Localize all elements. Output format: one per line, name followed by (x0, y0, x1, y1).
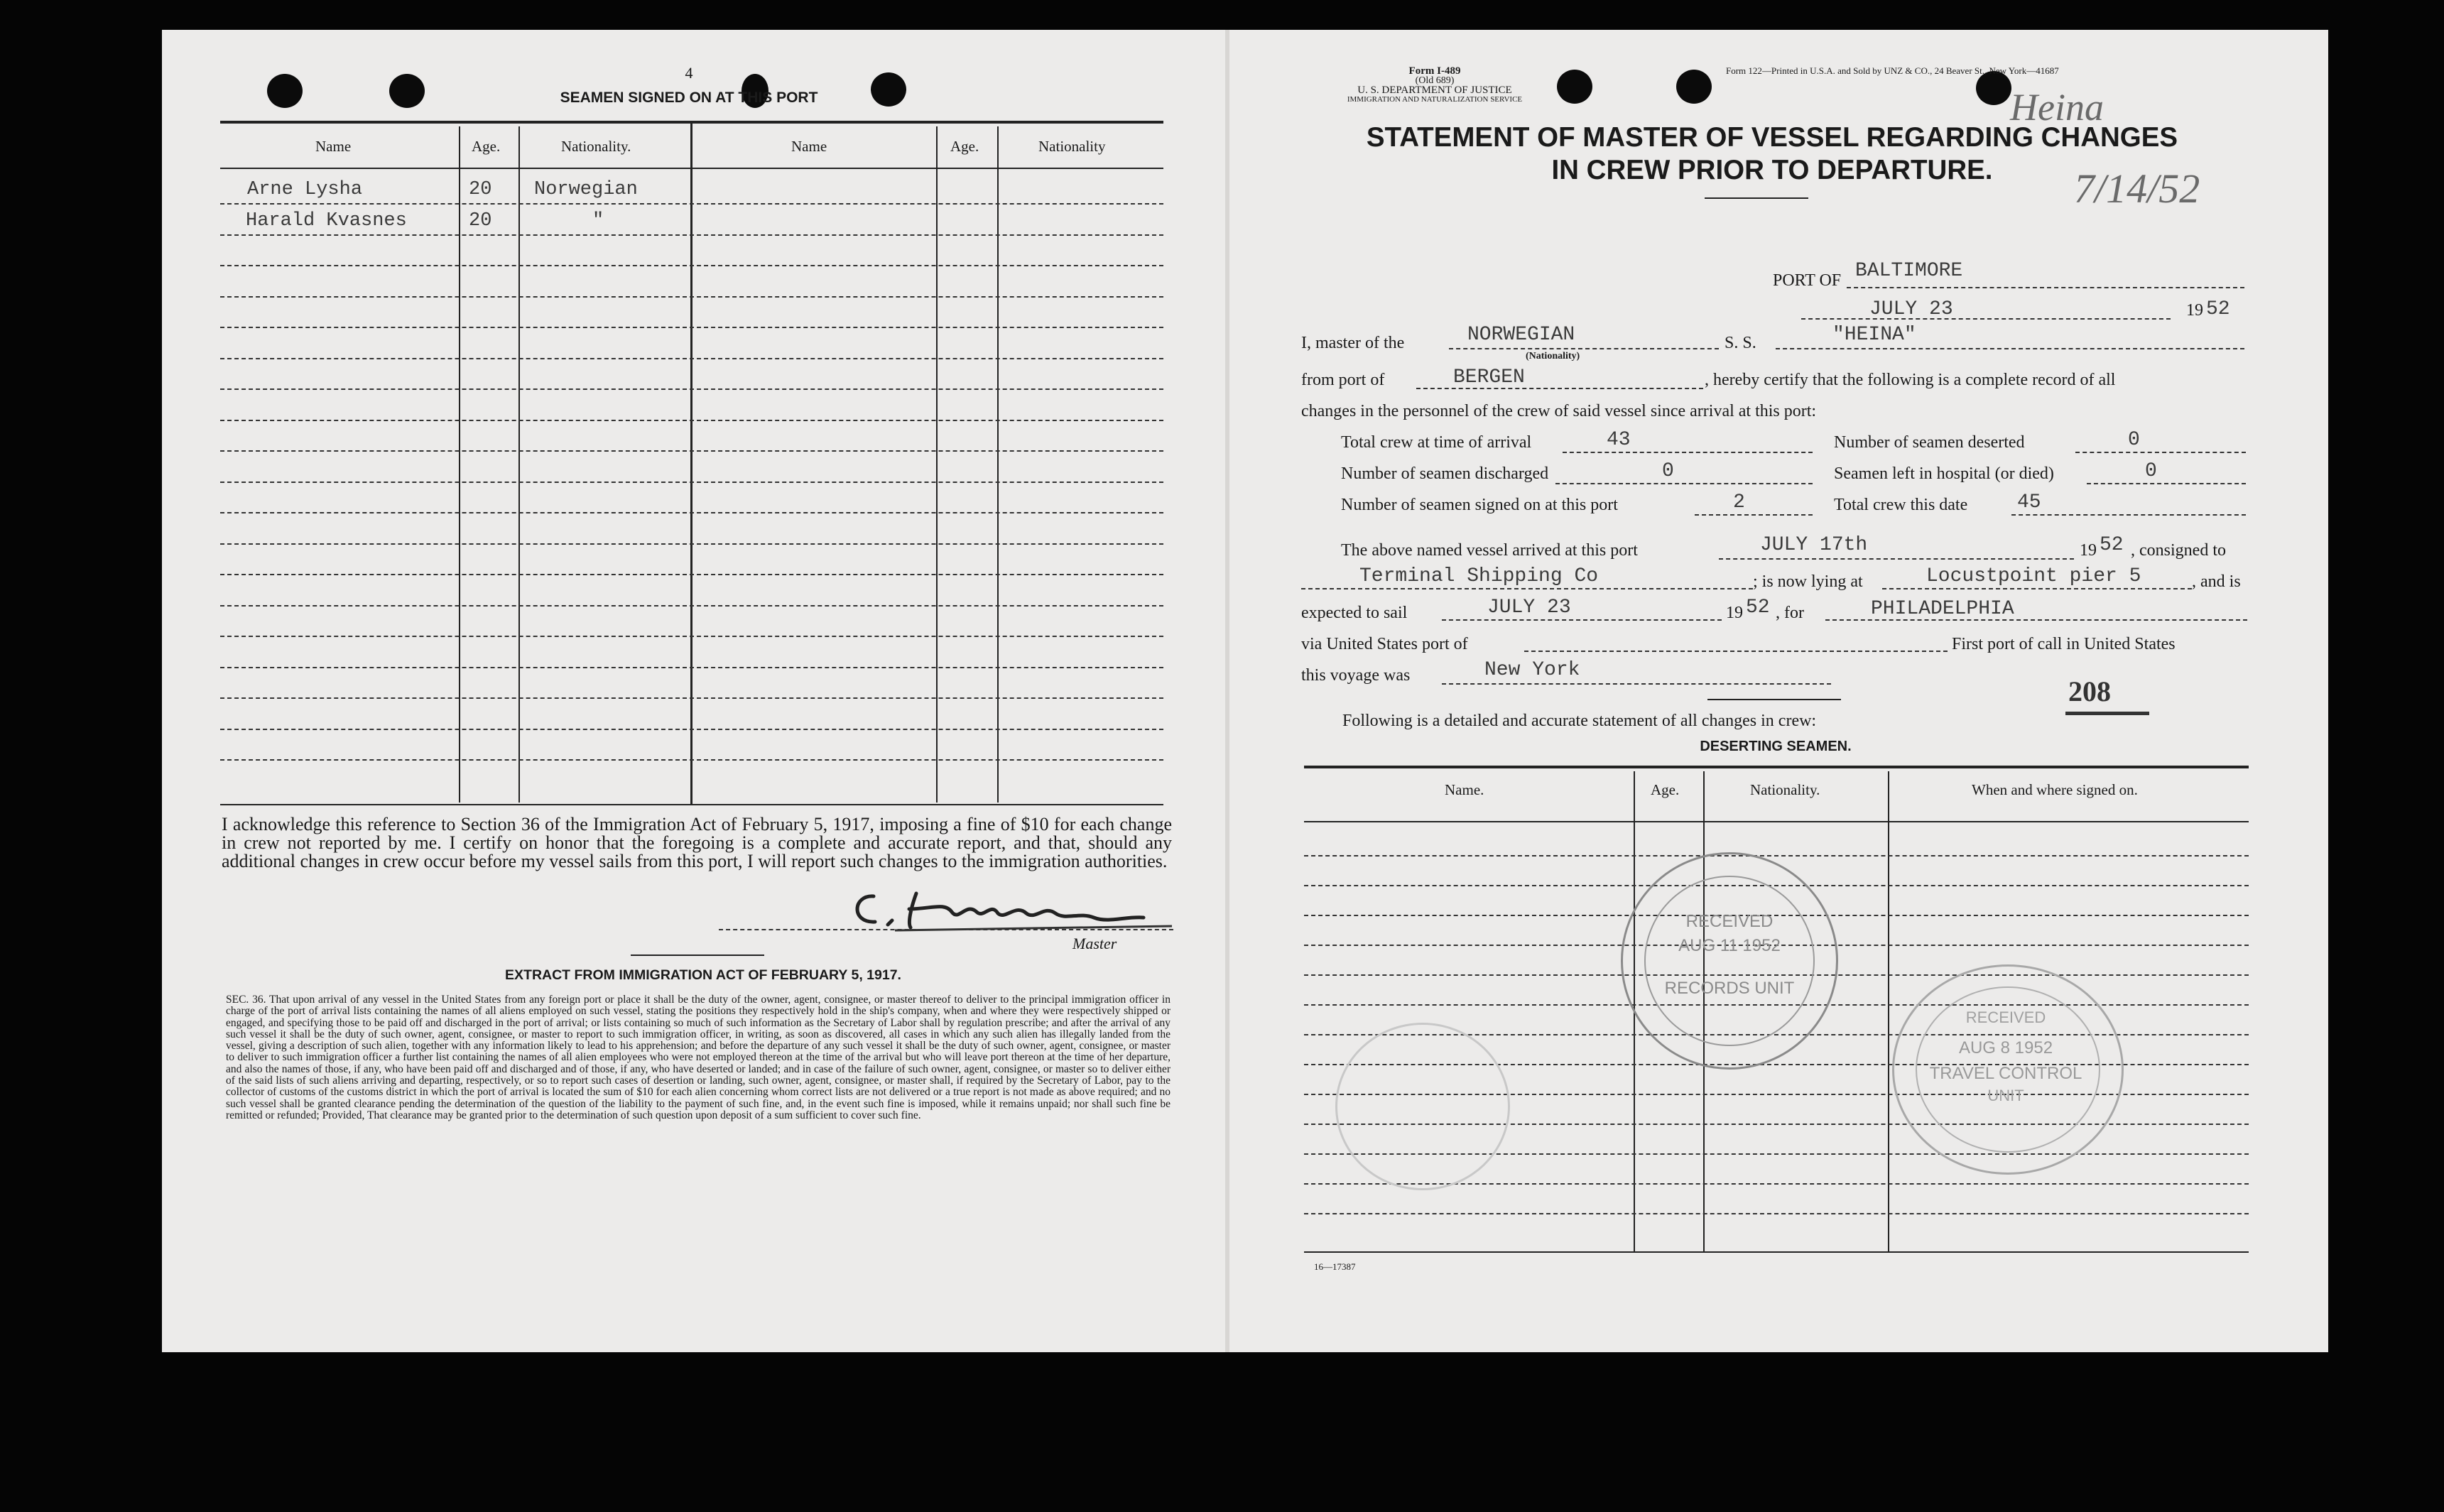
year-prefix: 19 (2186, 301, 2203, 320)
total-today-value: 45 (2017, 491, 2041, 513)
hospital-label: Seamen left in hospital (or died) (1834, 464, 2054, 483)
first-port-label: First port of call in United States (1952, 635, 2176, 653)
arrived-year-prefix: 19 (2080, 541, 2097, 560)
consigned-label: , consigned to (2131, 541, 2226, 560)
from-port-line (1416, 388, 1703, 389)
stat-line (2075, 452, 2246, 453)
stamp-date: AUG 11 1952 (1678, 936, 1781, 955)
col-header-name: Name (315, 138, 352, 155)
received-stamp (1621, 852, 1838, 1070)
seaman-age: 20 (469, 179, 492, 200)
date-line (1801, 318, 2171, 320)
table-row-line (1304, 1213, 2249, 1214)
service: IMMIGRATION AND NATURALIZATION SERVICE (1347, 95, 1523, 104)
hospital-value: 0 (2145, 460, 2157, 482)
voyage-value: New York (1484, 659, 1580, 681)
certify-text: , hereby certify that the following is a complete record of all (1705, 371, 2116, 389)
divider (1707, 699, 1841, 700)
deserting-header-rule (1304, 821, 2249, 822)
stamp-line: RECORDS UNIT (1664, 979, 1795, 998)
stat-line (2011, 514, 2246, 516)
total-crew-value: 43 (1607, 429, 1631, 451)
lying-line (1882, 588, 2192, 589)
col-divider (518, 126, 520, 803)
via-line (1524, 651, 1948, 652)
divider (631, 954, 764, 956)
page-number: 4 (685, 64, 693, 82)
deserting-bottom-rule (1304, 1251, 2249, 1253)
signed-on-value: 2 (1733, 491, 1745, 513)
handwritten-date: 7/14/52 (2074, 165, 2200, 212)
deserted-label: Number of seamen deserted (1834, 433, 2025, 452)
col-header-nationality: Nationality. (1750, 781, 1820, 798)
for-label: , for (1776, 604, 1804, 622)
stat-line (1695, 514, 1813, 516)
table-row-line (220, 420, 1163, 421)
nationality-line (1449, 348, 1719, 349)
voyage-label: this voyage was (1301, 666, 1411, 685)
col-header-name: Name. (1445, 781, 1484, 798)
col-divider (997, 126, 999, 803)
sail-line (1442, 619, 1722, 621)
stat-line (1555, 483, 1813, 484)
col-divider-center (690, 122, 693, 804)
form-footer-number: 16—17387 (1314, 1261, 1356, 1272)
seaman-nationality: Norwegian (534, 179, 638, 200)
discharged-label: Number of seamen discharged (1341, 464, 1549, 483)
page-fold (1225, 30, 1229, 1352)
punch-hole (1676, 70, 1712, 104)
table-bottom-rule (220, 804, 1163, 805)
signed-on-label: Number of seamen signed on at this port (1341, 496, 1618, 514)
handwritten-ship-name: Heina (2010, 86, 2104, 129)
master-of-label: I, master of the (1301, 334, 1405, 352)
ship-name: "HEINA" (1832, 324, 1916, 346)
col-divider (936, 126, 938, 803)
port-line (1847, 287, 2244, 288)
lying-at-value: Locustpoint pier 5 (1926, 565, 2141, 587)
stamp-date: AUG 8 1952 (1958, 1038, 2053, 1057)
sail-date: JULY 23 (1487, 597, 1571, 619)
department: U. S. DEPARTMENT OF JUSTICE (1357, 85, 1512, 96)
seaman-name: Harald Kvasnes (246, 210, 407, 232)
table-row-line (220, 265, 1163, 266)
punch-hole (267, 74, 303, 108)
table-row-line (220, 697, 1163, 699)
printer-note: Form 122—Printed in U.S.A. and Sold by UNZ & CO., 24 Beaver St., New York—41687 (1726, 65, 2059, 76)
arrived-year: 52 (2100, 534, 2124, 556)
table-row-line (220, 729, 1163, 730)
destination-value: PHILADELPHIA (1871, 598, 2014, 620)
stamp-line: UNIT (1987, 1087, 2024, 1104)
via-label: via United States port of (1301, 635, 1468, 653)
stamp-line: RECEIVED (1685, 912, 1774, 931)
voyage-line (1442, 683, 1831, 685)
table-row-line (220, 388, 1163, 390)
table-row-line (220, 512, 1163, 513)
nationality-value: NORWEGIAN (1467, 324, 1575, 346)
deserting-top-rule (1304, 766, 2249, 768)
total-crew-label: Total crew at time of arrival (1341, 433, 1532, 452)
form-old: (Old 689) (1415, 75, 1455, 86)
extract-title: EXTRACT FROM IMMIGRATION ACT OF FEBRUARY 5, 1917. (505, 967, 901, 983)
col-header-age: Age. (1651, 781, 1680, 798)
punch-hole (389, 74, 425, 108)
following-text: Following is a detailed and accurate statement of all changes in crew: (1342, 712, 1817, 730)
table-row-line (220, 667, 1163, 668)
destination-line (1825, 619, 2247, 621)
table-row-line (220, 759, 1163, 761)
col-header-when-where: When and where signed on. (1972, 781, 2138, 798)
col-header-age: Age. (472, 138, 501, 155)
master-label: Master (1072, 935, 1117, 952)
arrived-label: The above named vessel arrived at this port (1341, 541, 1638, 560)
date-value: JULY 23 (1869, 298, 1953, 320)
col-header-name-2: Name (791, 138, 827, 155)
table-row-line (220, 482, 1163, 483)
col-divider (1888, 771, 1889, 1251)
expected-label: expected to sail (1301, 604, 1408, 622)
stamp-line: TRAVEL CONTROL (1929, 1064, 2082, 1083)
discharged-value: 0 (1662, 460, 1674, 482)
table-row-line (1304, 855, 2249, 856)
doc-number-strike (2065, 712, 2149, 715)
doc-number: 208 (2068, 675, 2111, 707)
stat-line (2087, 483, 2246, 484)
table-row-line (220, 234, 1163, 236)
arrived-line (1719, 558, 2074, 560)
nationality-caption: (Nationality) (1526, 351, 1580, 361)
table-row-line (220, 543, 1163, 545)
ss-label: S. S. (1725, 334, 1756, 352)
total-today-label: Total crew this date (1834, 496, 1968, 514)
table-row-line (220, 358, 1163, 359)
ship-line (1776, 348, 2244, 349)
table-row-line (220, 605, 1163, 607)
seaman-name: Arne Lysha (247, 179, 363, 200)
table-row-line (220, 327, 1163, 328)
consignee-line (1301, 588, 1753, 589)
col-header-nationality: Nationality. (561, 138, 631, 155)
form-title-line2: IN CREW PRIOR TO DEPARTURE. (1551, 155, 1993, 185)
sail-year: 52 (1746, 597, 1770, 619)
table-row-line (220, 574, 1163, 575)
from-port-label: from port of (1301, 371, 1385, 389)
consignee-value: Terminal Shipping Co (1359, 565, 1599, 587)
seaman-age: 20 (469, 210, 492, 232)
deserting-title: DESERTING SEAMEN. (1700, 739, 1852, 754)
stamp-line: RECEIVED (1965, 1008, 2046, 1026)
left-page-title: SEAMEN SIGNED ON AT THIS PORT (560, 89, 818, 106)
faint-stamp (1335, 1023, 1510, 1190)
arrived-date: JULY 17th (1760, 534, 1868, 556)
year-value: 52 (2206, 298, 2230, 320)
form-id: Form I-489 (1408, 65, 1461, 77)
signature-line (719, 929, 1173, 930)
stat-line (1563, 452, 1813, 453)
table-row-line (220, 203, 1163, 205)
changes-text: changes in the personnel of the crew of said vessel since arrival at this port: (1301, 402, 1817, 420)
from-port-value: BERGEN (1453, 366, 1525, 388)
acknowledgement-text: I acknowledge this reference to Section 36 of the Immigration Act of February 5, 1917, imposing a fine of $10 for each change in crew not reported by me. I certify on honor that the foregoing is a complete and accurate report, and that, should any additional changes in crew occur before my vessel sails from this port, I will report such changes to the immigration authorities. (222, 814, 1172, 871)
col-header-nationality-2: Nationality (1038, 138, 1106, 155)
and-is-label: , and is (2192, 572, 2241, 591)
col-header-age-2: Age. (950, 138, 979, 155)
title-underline (1705, 197, 1808, 199)
table-row-line (220, 636, 1163, 637)
table-row-line (220, 296, 1163, 298)
deserted-value: 0 (2128, 429, 2140, 451)
table-row-line (220, 450, 1163, 452)
lying-label: ; is now lying at (1753, 572, 1863, 591)
sail-year-prefix: 19 (1726, 604, 1743, 622)
port-value: BALTIMORE (1855, 260, 1963, 282)
port-label: PORT OF (1773, 271, 1842, 290)
form-title-line1: STATEMENT OF MASTER OF VESSEL REGARDING CHANGES (1366, 122, 2178, 153)
seaman-nationality: " (592, 210, 604, 232)
col-divider (459, 126, 460, 803)
extract-text: SEC. 36. That upon arrival of any vessel in the United States from any foreign port or place it shall be the duty of the owner, agent, consignee, or master thereof to deliver to the principal immigration officer in charge of the port of arrival lists containing the names of all aliens employed on such vessel, stating the positions they respectively hold in the ship's company, when and where they were respectively shipped or engaged, and specifying those to be paid off and discharged in the port of arrival; or lists containing so much of such information as the Secretary of Labor shall by regulation prescribe; and after the arrival of any such vessel it shall be the duty of such owner, agent, consignee, or master to report to such immigration officer, in writing, as soon as discovered, all cases in which any such alien has illegally landed from the vessel, giving a description of such alien, together with any information likely to lead to his apprehension; and before the departure of any such vessel it shall be the duty of such owner, agent, consignee, or master to deliver to such immigration officer a further list containing the names of all alien employees who were not employed thereon at the time of the arrival but who will leave port thereon at the time of her departure, and also the names of those, if any, who have been paid off and discharged and of those, if any, who have deserted or landed; and in case of the failure of such owner, agent, consignee, or master so to deliver either of the said lists of such aliens arriving and departing, respectively, or so to report such cases of desertion or landing, such owner, agent, consignee, or master shall, if required by the Secretary of Labor, pay to the collector of customs of the customs district in which the port of arrival is located the sum of $10 for each alien concerning whom correct lists are not delivered or a true report is not made as above required; and no such vessel shall be granted clearance pending the determination of the question of the liability to the payment of such fine, and, in the event such fine is imposed, while it remains unpaid; nor shall such fine be remitted or refunded; Provided, That clearance may be granted prior to the determination of such question upon deposit of a sum sufficient to cover such fine. (226, 994, 1171, 1121)
